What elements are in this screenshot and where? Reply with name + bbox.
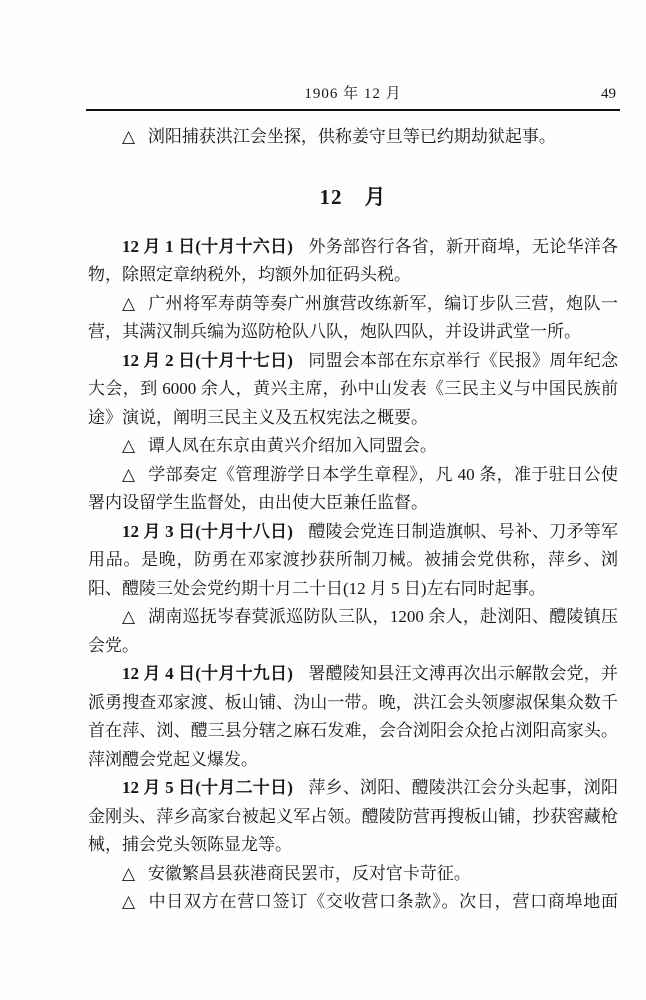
entry-text: 署醴陵知县汪文溥再次出示解散会党，并派勇搜查邓家渡、板山铺、沩山一带。晚，洪江会头领廖淑保集众数千首在萍、浏、醴三县分辖之麻石发难，会合浏阳会众抢占浏阳高家头。萍浏醴会党起义爆发。 xyxy=(88,664,619,769)
entry-text: 安徽繁昌县荻港商民罢市，反对官卡苛征。 xyxy=(147,863,471,883)
entry-date: 12 月 4 日(十月十九日) xyxy=(122,664,293,683)
entry-text: 萍乡、浏阳、醴陵洪江会分头起事，浏阳金刚头、萍乡高家台被起义军占领。醴陵防营再搜板山铺，抄获窖藏枪械，捕会党头领陈显龙等。 xyxy=(88,778,619,854)
header-rule xyxy=(86,109,620,111)
entry-text: 外务部咨行各省，新开商埠，无论华洋各物，除照定章纳税外，均额外加征码头税。 xyxy=(88,236,619,284)
triangle-entry xyxy=(88,860,618,889)
triangle-bullet-icon: △ xyxy=(122,464,136,484)
triangle-entry xyxy=(88,290,618,347)
triangle-bullet-icon: △ xyxy=(122,892,136,911)
entry-date: 12 月 2 日(十月十七日) xyxy=(122,350,293,370)
dated-entry xyxy=(88,347,618,433)
entry-text: 湖南巡抚岑春蓂派巡防队三队，1200 余人，赴浏阳、醴陵镇压会党。 xyxy=(88,607,618,655)
month-heading: 12 月 xyxy=(319,184,387,209)
running-header-title: 1906 年 12 月 xyxy=(304,86,402,102)
triangle-entry xyxy=(88,123,618,152)
dated-entry xyxy=(88,660,618,774)
triangle-bullet-icon: △ xyxy=(122,293,136,313)
entry-text: 同盟会本部在东京举行《民报》周年纪念大会，到 6000 余人，黄兴主席，孙中山发表《三民主义与中国民族前途》演说，阐明三民主义及五权宪法之概要。 xyxy=(88,350,619,427)
dated-entry xyxy=(88,233,618,290)
triangle-bullet-icon: △ xyxy=(122,863,136,883)
entry-text: 浏阳捕获洪江会坐探，供称姜守旦等已约期劫狱起事。 xyxy=(147,127,556,146)
entry-text: 广州将军寿荫等奏广州旗营改练新军，编订步队三营，炮队一营，其满汉制兵编为巡防枪队八队，炮队四队，并设讲武堂一所。 xyxy=(88,293,619,341)
triangle-entry xyxy=(88,432,618,461)
entry-text: 谭人凤在东京由黄兴介绍加入同盟会。 xyxy=(147,436,437,455)
dated-entry xyxy=(88,518,618,604)
entry-date: 12 月 5 日(十月二十日) xyxy=(122,778,293,797)
entry-text: 中日双方在营口签订《交收营口条款》。次日，营口商埠地面 xyxy=(148,892,619,911)
dated-entry xyxy=(88,774,618,860)
entry-date: 12 月 3 日(十月十八日) xyxy=(122,521,293,541)
triangle-entry xyxy=(88,461,618,518)
body-text xyxy=(88,123,618,917)
triangle-entry xyxy=(88,603,618,660)
page-number: 49 xyxy=(601,86,616,102)
entry-text: 学部奏定《管理游学日本学生章程》，凡 40 条，准于驻日公使署内设留学生监督处，由出使大臣兼任监督。 xyxy=(88,464,619,512)
running-header xyxy=(88,84,618,106)
triangle-bullet-icon: △ xyxy=(122,607,136,626)
entry-date: 12 月 1 日(十月十六日) xyxy=(122,236,293,256)
triangle-bullet-icon: △ xyxy=(122,436,136,455)
triangle-entry xyxy=(88,888,618,917)
entry-text: 醴陵会党连日制造旗帜、号补、刀矛等军用品。是晚，防勇在邓家渡抄获所制刀械。被捕会党供称，萍乡、浏阳、醴陵三处会党约期十月二十日(12 月 5 日)左右同时起事。 xyxy=(88,521,619,598)
triangle-bullet-icon: △ xyxy=(122,127,136,146)
